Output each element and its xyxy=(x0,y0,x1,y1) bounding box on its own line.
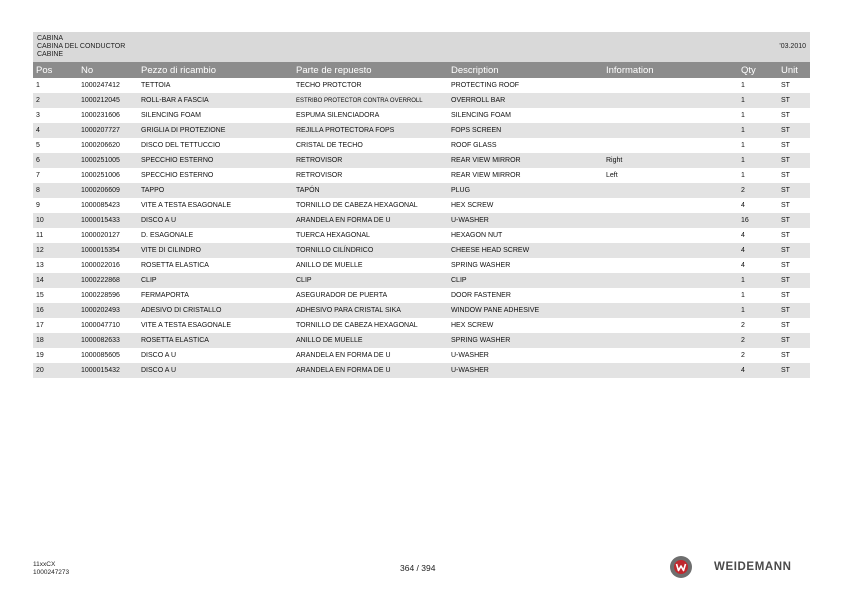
page-number: 364 / 394 xyxy=(400,563,436,573)
cell-it: ROSETTA ELASTICA xyxy=(141,262,209,269)
cell-it: SPECCHIO ESTERNO xyxy=(138,153,293,168)
table-row xyxy=(33,333,810,348)
cell-it: D. ESAGONALE xyxy=(141,232,194,239)
cell-en: U-WASHER xyxy=(448,213,603,228)
cell-no: 1000206609 xyxy=(78,183,138,198)
section-title-fr: CABINE xyxy=(37,51,64,58)
cell-qty: 1 xyxy=(738,123,778,138)
cell-qty: 4 xyxy=(741,262,745,269)
cell-it: CLIP xyxy=(138,273,293,288)
cell-en: SILENCING FOAM xyxy=(451,112,511,119)
cell-no: 1000207727 xyxy=(78,123,138,138)
table-row xyxy=(33,348,810,363)
cell-no: 1000022016 xyxy=(81,262,120,269)
cell-es: ESTRIBO PROTECTOR CONTRA OVERROLL xyxy=(293,93,448,108)
cell-it: TETTOIA xyxy=(141,82,171,89)
cell-pos: 10 xyxy=(33,213,78,228)
cell-en: HEXAGON NUT xyxy=(451,232,503,239)
cell-qty: 2 xyxy=(738,333,778,348)
cell-no: 1000047710 xyxy=(81,322,120,329)
cell-no: 1000015432 xyxy=(78,363,138,378)
cell-en: REAR VIEW MIRROR xyxy=(448,153,603,168)
table-row xyxy=(33,123,810,138)
cell-pos: 9 xyxy=(36,202,40,209)
cell-info xyxy=(603,78,738,93)
cell-en: HEX SCREW xyxy=(451,202,494,209)
cell-info xyxy=(603,183,738,198)
cell-info: Left xyxy=(606,172,618,179)
cell-no: 1000228596 xyxy=(81,292,120,299)
cell-qty: 1 xyxy=(741,142,745,149)
table-row xyxy=(33,318,810,333)
cell-unit: ST xyxy=(781,112,790,119)
cell-no: 1000212045 xyxy=(78,93,138,108)
cell-info xyxy=(603,318,738,333)
cell-pos: 13 xyxy=(36,262,44,269)
cell-es: ANILLO DE MUELLE xyxy=(296,262,363,269)
cell-unit: ST xyxy=(778,303,810,318)
cell-unit: ST xyxy=(778,363,810,378)
cell-pos: 12 xyxy=(33,243,78,258)
cell-info xyxy=(603,303,738,318)
cell-no: 1000251005 xyxy=(78,153,138,168)
cell-es: REJILLA PROTECTORA FOPS xyxy=(293,123,448,138)
cell-no: 1000015354 xyxy=(78,243,138,258)
col-info: Information xyxy=(603,62,738,78)
cell-es: ESPUMA SILENCIADORA xyxy=(296,112,380,119)
cell-pos: 6 xyxy=(33,153,78,168)
cell-it: ADESIVO DI CRISTALLO xyxy=(138,303,293,318)
col-pos: Pos xyxy=(33,62,78,78)
cell-qty: 16 xyxy=(738,213,778,228)
cell-pos: 8 xyxy=(33,183,78,198)
cell-qty: 1 xyxy=(738,93,778,108)
footer-doc-info xyxy=(33,561,69,577)
cell-info xyxy=(603,228,738,243)
cell-unit: ST xyxy=(781,172,790,179)
cell-es: TAPÓN xyxy=(293,183,448,198)
cell-es: TECHO PROTCTOR xyxy=(296,82,362,89)
table-row xyxy=(33,78,810,93)
cell-es: CRISTAL DE TECHO xyxy=(296,142,363,149)
cell-info xyxy=(603,258,738,273)
cell-no: 1000202493 xyxy=(78,303,138,318)
section-titles xyxy=(37,35,125,59)
cell-unit: ST xyxy=(778,93,810,108)
cell-it: VITE A TESTA ESAGONALE xyxy=(141,202,231,209)
cell-no: 1000247412 xyxy=(81,82,120,89)
cell-no: 1000231606 xyxy=(81,112,120,119)
cell-en: OVERROLL BAR xyxy=(448,93,603,108)
cell-it: DISCO A U xyxy=(138,213,293,228)
cell-pos: 20 xyxy=(33,363,78,378)
cell-en: PROTECTING ROOF xyxy=(451,82,520,89)
cell-en: FOPS SCREEN xyxy=(448,123,603,138)
cell-it: SPECCHIO ESTERNO xyxy=(141,172,214,179)
cell-qty: 4 xyxy=(738,243,778,258)
cell-en: ROOF GLASS xyxy=(451,142,497,149)
cell-unit: ST xyxy=(778,183,810,198)
cell-es: ARANDELA EN FORMA DE U xyxy=(293,363,448,378)
cell-en: SPRING WASHER xyxy=(448,333,603,348)
cell-qty: 2 xyxy=(741,352,745,359)
cell-info xyxy=(603,123,738,138)
cell-it: VITE A TESTA ESAGONALE xyxy=(141,322,231,329)
column-header-row xyxy=(33,62,810,78)
cell-no: 1000222868 xyxy=(78,273,138,288)
cell-pos: 4 xyxy=(33,123,78,138)
cell-en: U-WASHER xyxy=(448,363,603,378)
cell-unit: ST xyxy=(781,142,790,149)
cell-es: ARANDELA EN FORMA DE U xyxy=(296,352,391,359)
table-row xyxy=(33,198,810,213)
footer-doc-number: 1000247273 xyxy=(33,569,70,576)
cell-no: 1000015433 xyxy=(78,213,138,228)
cell-unit: ST xyxy=(778,123,810,138)
cell-unit: ST xyxy=(781,82,790,89)
cell-unit: ST xyxy=(781,262,790,269)
cell-qty: 1 xyxy=(738,303,778,318)
cell-qty: 4 xyxy=(741,232,745,239)
brand-name: WEIDEMANN xyxy=(714,561,792,573)
brand-logo xyxy=(670,556,792,578)
table-row xyxy=(33,93,810,108)
cell-qty: 4 xyxy=(741,202,745,209)
cell-it: SILENCING FOAM xyxy=(141,112,201,119)
table-row xyxy=(33,138,810,153)
cell-qty: 4 xyxy=(738,363,778,378)
cell-en: REAR VIEW MIRROR xyxy=(451,172,521,179)
cell-info xyxy=(603,93,738,108)
issue-date: '03.2010 xyxy=(779,43,806,50)
cell-es: RETROVISOR xyxy=(296,172,343,179)
cell-unit: ST xyxy=(781,322,790,329)
cell-qty: 1 xyxy=(741,82,745,89)
cell-pos: 3 xyxy=(36,112,40,119)
cell-unit: ST xyxy=(778,153,810,168)
section-header xyxy=(33,32,810,62)
cell-pos: 15 xyxy=(36,292,44,299)
cell-en: HEX SCREW xyxy=(451,322,494,329)
cell-it: ROSETTA ELASTICA xyxy=(138,333,293,348)
cell-unit: ST xyxy=(778,213,810,228)
cell-en: PLUG xyxy=(448,183,603,198)
cell-it: VITE DI CILINDRO xyxy=(138,243,293,258)
cell-no: 1000020127 xyxy=(81,232,120,239)
cell-it: TAPPO xyxy=(138,183,293,198)
table-row xyxy=(33,153,810,168)
parts-table-body xyxy=(33,78,810,378)
cell-pos: 5 xyxy=(36,142,40,149)
cell-en: WINDOW PANE ADHESIVE xyxy=(448,303,603,318)
cell-unit: ST xyxy=(781,292,790,299)
cell-es: TORNILLO DE CABEZA HEXAGONAL xyxy=(296,322,418,329)
cell-unit: ST xyxy=(781,232,790,239)
cell-pos: 2 xyxy=(33,93,78,108)
cell-unit: ST xyxy=(781,352,790,359)
cell-pos: 11 xyxy=(36,232,44,239)
cell-en: CLIP xyxy=(448,273,603,288)
cell-it: GRIGLIA DI PROTEZIONE xyxy=(138,123,293,138)
cell-es: ARANDELA EN FORMA DE U xyxy=(293,213,448,228)
cell-pos: 1 xyxy=(36,82,40,89)
cell-es: ASEGURADOR DE PUERTA xyxy=(296,292,388,299)
cell-es: TORNILLO CILÍNDRICO xyxy=(293,243,448,258)
col-it: Pezzo di ricambio xyxy=(138,62,293,78)
table-row xyxy=(33,273,810,288)
cell-en: SPRING WASHER xyxy=(451,262,511,269)
cell-info xyxy=(603,348,738,363)
parts-table xyxy=(33,62,810,378)
cell-pos: 16 xyxy=(33,303,78,318)
table-row xyxy=(33,258,810,273)
cell-info xyxy=(603,288,738,303)
cell-info xyxy=(603,213,738,228)
cell-en: DOOR FASTENER xyxy=(451,292,511,299)
cell-no: 1000251006 xyxy=(81,172,120,179)
cell-it: DISCO A U xyxy=(141,352,177,359)
cell-pos: 19 xyxy=(36,352,44,359)
cell-es: TUERCA HEXAGONAL xyxy=(296,232,370,239)
table-row xyxy=(33,303,810,318)
col-qty: Qty xyxy=(738,62,778,78)
col-en: Description xyxy=(448,62,603,78)
cell-info xyxy=(603,108,738,123)
cell-info xyxy=(603,333,738,348)
cell-es: RETROVISOR xyxy=(293,153,448,168)
footer-model: 11xxCX xyxy=(33,561,56,568)
table-row xyxy=(33,228,810,243)
cell-qty: 1 xyxy=(741,292,745,299)
table-row xyxy=(33,363,810,378)
cell-info xyxy=(603,198,738,213)
cell-it: DISCO A U xyxy=(138,363,293,378)
cell-info: Right xyxy=(603,153,738,168)
cell-es: ANILLO DE MUELLE xyxy=(293,333,448,348)
cell-info xyxy=(603,273,738,288)
section-title-es: CABINA DEL CONDUCTOR xyxy=(37,43,126,50)
cell-es: TORNILLO DE CABEZA HEXAGONAL xyxy=(296,202,418,209)
cell-no: 1000085423 xyxy=(81,202,120,209)
cell-no: 1000082633 xyxy=(78,333,138,348)
section-title-it: CABINA xyxy=(37,35,64,42)
table-row xyxy=(33,243,810,258)
table-row xyxy=(33,288,810,303)
cell-es: ADHESIVO PARA CRISTAL SIKA xyxy=(293,303,448,318)
cell-qty: 1 xyxy=(738,153,778,168)
cell-qty: 1 xyxy=(738,273,778,288)
table-row xyxy=(33,183,810,198)
cell-en: U-WASHER xyxy=(451,352,489,359)
table-row xyxy=(33,108,810,123)
cell-pos: 14 xyxy=(33,273,78,288)
cell-unit: ST xyxy=(778,333,810,348)
cell-qty: 1 xyxy=(741,172,745,179)
cell-es: CLIP xyxy=(293,273,448,288)
cell-en: CHEESE HEAD SCREW xyxy=(448,243,603,258)
cell-pos: 17 xyxy=(36,322,44,329)
cell-unit: ST xyxy=(778,273,810,288)
cell-pos: 7 xyxy=(36,172,40,179)
table-row xyxy=(33,168,810,183)
weidemann-logo-icon xyxy=(670,556,692,578)
cell-it: DISCO DEL TETTUCCIO xyxy=(141,142,221,149)
cell-info xyxy=(603,243,738,258)
cell-unit: ST xyxy=(778,243,810,258)
cell-unit: ST xyxy=(781,202,790,209)
cell-no: 1000085605 xyxy=(81,352,120,359)
col-unit: Unit xyxy=(778,62,810,78)
cell-qty: 2 xyxy=(738,183,778,198)
cell-info xyxy=(603,363,738,378)
cell-it: ROLL-BAR A FASCIA xyxy=(138,93,293,108)
cell-pos: 18 xyxy=(33,333,78,348)
col-es: Parte de repuesto xyxy=(293,62,448,78)
cell-no: 1000206620 xyxy=(81,142,120,149)
cell-qty: 2 xyxy=(741,322,745,329)
cell-it: FERMAPORTA xyxy=(141,292,189,299)
col-no: No xyxy=(78,62,138,78)
table-row xyxy=(33,213,810,228)
cell-info xyxy=(603,138,738,153)
cell-qty: 1 xyxy=(741,112,745,119)
